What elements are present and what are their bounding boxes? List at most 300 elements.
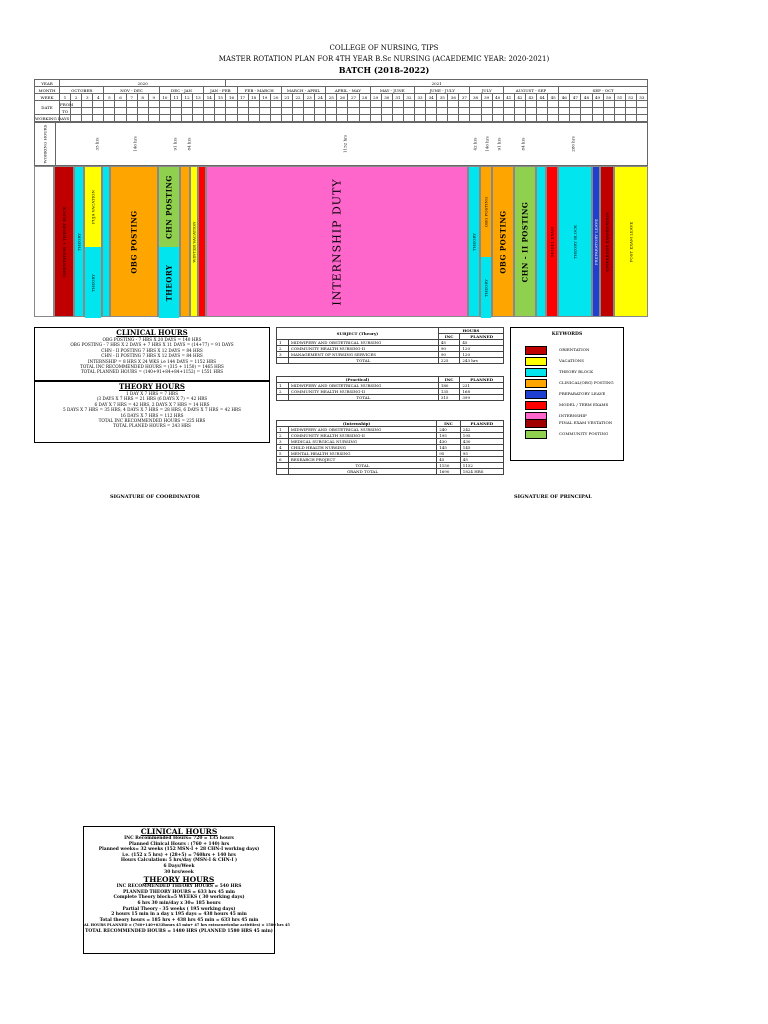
legend-label: PREPARATORY LEAVE — [559, 391, 606, 396]
row-inc: 45 — [438, 340, 460, 346]
summary-line: 30 hrs/week — [164, 869, 194, 875]
hours-mark-1: 35 hrs — [94, 137, 100, 151]
hours-mark-8: 91 hrs — [496, 137, 502, 151]
week-cell: 48 — [581, 94, 592, 101]
date-cell — [481, 108, 492, 115]
date-cell — [392, 115, 403, 122]
date-cell — [148, 115, 159, 122]
date-cell — [370, 108, 381, 115]
date-cell — [204, 108, 215, 115]
date-cell — [392, 108, 403, 115]
date-cell — [182, 108, 193, 115]
date-cell — [71, 108, 82, 115]
orientation-label: ORIENTATION + THEORY BLOCK — [61, 206, 67, 277]
legend-swatch — [525, 401, 547, 410]
date-cell — [403, 115, 414, 122]
date-cell — [126, 115, 137, 122]
exam-strip — [198, 166, 206, 317]
clinical-line: TOTAL INC RECOMMENDED HOURS = (315 + 1150) = 1465 HRS — [80, 364, 224, 370]
date-cell — [437, 115, 448, 122]
theory-line: 5 DAYS X 7 HRS = 35 HRS, 4 DAYS X 7 HRS = 28 HRS, 6 DAYS X 7 HRS = 42 HRS — [63, 407, 241, 413]
date-cell — [570, 101, 581, 108]
theory-block-4 — [468, 166, 480, 317]
clinical-hours-title: CLINICAL HOURS — [116, 328, 188, 337]
month-cell: NOV - DEC — [104, 87, 159, 94]
winter-vacation-block — [190, 166, 198, 317]
row-planned: 399 — [460, 395, 504, 401]
date-cell — [403, 108, 414, 115]
week-cell: 25 — [326, 94, 337, 101]
row-subject: GRAND TOTAL — [288, 469, 436, 475]
week-cell: 8 — [137, 94, 148, 101]
inc-header: INC — [438, 377, 460, 383]
row-inc: 95 — [437, 451, 461, 457]
row-subject: MENTAL HEALTH NURSING — [288, 451, 436, 457]
hours-mark-2: 140 hrs — [132, 136, 138, 152]
date-cell — [326, 108, 337, 115]
date-cell — [337, 108, 348, 115]
preparatory-leave-label: PREPARATORY LEAVE — [593, 218, 599, 265]
row-subject: COMMUNITY HEALTH NURSING-II — [288, 346, 438, 352]
week-cell: 21 — [281, 94, 292, 101]
theory-line: TOTAL INC RECOMMENDED HOURS = 225 HRS — [98, 418, 206, 424]
theory-label-2: THEORY — [90, 273, 96, 292]
date-cell — [259, 101, 270, 108]
hours-mark-7: 140 hrs — [484, 136, 490, 152]
date-cell — [237, 101, 248, 108]
row-planned: 45 — [460, 457, 503, 463]
date-cell — [503, 115, 514, 122]
date-cell — [448, 115, 459, 122]
date-cell — [392, 101, 403, 108]
week-cell: 13 — [193, 94, 204, 101]
week-cell: 37 — [459, 94, 470, 101]
date-cell — [514, 101, 525, 108]
date-cell — [559, 108, 570, 115]
obg-posting3-block — [492, 166, 514, 317]
date-cell — [437, 108, 448, 115]
clinical-line: CHN - II POSTING 7 HRS X 12 DAYS = 84 HRS — [101, 347, 203, 353]
date-cell — [559, 101, 570, 108]
date-cell — [315, 108, 326, 115]
date-cell — [204, 101, 215, 108]
date-cell — [82, 101, 93, 108]
date-cell — [348, 101, 359, 108]
row-subject: TOTAL — [288, 358, 438, 364]
row-index: 2 — [277, 433, 289, 439]
row-index: 1 — [277, 427, 289, 433]
legend-swatch — [525, 430, 547, 439]
legend-label: CLINICAL(OBG) POSTING — [559, 380, 614, 385]
week-cell: 6 — [115, 94, 126, 101]
theory-hours-title: THEORY HOURS — [119, 382, 185, 391]
date-cell — [415, 115, 426, 122]
theory-line: 1 DAY X 7 HRS = 7 HRS — [125, 391, 179, 396]
date-cell — [525, 108, 536, 115]
date-cell — [315, 101, 326, 108]
date-cell — [215, 115, 226, 122]
date-cell — [470, 101, 481, 108]
date-cell — [581, 108, 592, 115]
row-planned: 243 hrs — [460, 358, 504, 364]
date-cell — [426, 115, 437, 122]
date-cell — [281, 108, 292, 115]
row-planned: 95 — [460, 451, 503, 457]
week-cell: 40 — [492, 94, 503, 101]
date-cell — [470, 108, 481, 115]
row-inc: 1150 — [437, 463, 461, 469]
date-cell — [304, 101, 315, 108]
row-planned: 1152 — [460, 463, 503, 469]
month-cell: FEB - MARCH — [237, 87, 281, 94]
from-label: FROM — [60, 101, 74, 107]
date-cell — [426, 101, 437, 108]
week-cell: 4 — [93, 94, 104, 101]
summary-line: i.e. (152 x 5 hrs) + (28+5) = 760hrs + 140 hrs — [122, 852, 236, 858]
date-cell — [548, 115, 559, 122]
date-cell — [581, 101, 592, 108]
date-cell — [115, 101, 126, 108]
table-row — [277, 358, 504, 364]
date-cell — [170, 115, 181, 122]
week-cell: 10 — [159, 94, 170, 101]
week-label: WEEK — [35, 94, 60, 101]
month-cell: JAN - FEB — [204, 87, 237, 94]
week-cell: 43 — [525, 94, 536, 101]
row-index: 3 — [277, 352, 289, 358]
legend-swatch — [525, 390, 547, 399]
row-subject: MANAGEMENT OF NURSING SERVICES — [288, 352, 438, 358]
table-row — [277, 395, 504, 401]
date-cell — [237, 115, 248, 122]
week-cell: 49 — [592, 94, 603, 101]
date-cell — [492, 115, 503, 122]
date-cell — [259, 115, 270, 122]
date-cell — [570, 115, 581, 122]
date-to-row — [35, 108, 648, 115]
row-index — [277, 395, 289, 401]
date-cell — [625, 101, 636, 108]
date-cell — [370, 101, 381, 108]
date-cell — [115, 115, 126, 122]
week-cell: 9 — [148, 94, 159, 101]
theory-block-5 — [481, 257, 491, 318]
to-label: TO — [60, 108, 71, 115]
date-cell — [182, 115, 193, 122]
theory-line: TOTAL PLANED HOURS = 243 HRS — [113, 423, 191, 429]
date-cell — [470, 115, 481, 122]
coordinator-signature: SIGNATURE OF COORDINATOR — [110, 494, 200, 500]
row-inc: 180 — [438, 383, 460, 389]
hours-header: HOURS — [438, 328, 503, 334]
legend-label: COMMUNITY POSTING — [559, 431, 609, 436]
week-cell: 17 — [237, 94, 248, 101]
planned-header: PLANNED — [460, 377, 504, 383]
internship-block — [206, 166, 468, 317]
practical-header: (Practical) — [277, 377, 439, 383]
legend-swatch — [525, 346, 547, 355]
obg-posting2-block — [481, 167, 491, 257]
summary-line: Planned weeks= 32 weeks (152 MSN-I + 28 CHN-I working days) — [98, 847, 260, 853]
date-cell — [603, 101, 614, 108]
legend-label: MODEL / TERM EXAMS — [559, 402, 609, 407]
row-index — [277, 469, 289, 475]
week-cell: 33 — [415, 94, 426, 101]
date-cell — [603, 115, 614, 122]
summary-line: Partial Theory - 35 weeks ( 195 working days) — [122, 906, 236, 912]
row-planned: 231 — [460, 383, 504, 389]
date-cell — [93, 101, 104, 108]
theory-block-1 — [74, 166, 84, 317]
summary-line: 6 Days/Week — [163, 863, 195, 869]
date-cell — [204, 115, 215, 122]
week-cell: 29 — [370, 94, 381, 101]
obg-posting-block — [110, 166, 158, 317]
week-cell: 20 — [270, 94, 281, 101]
date-cell — [592, 108, 603, 115]
week-cell: 3 — [82, 94, 93, 101]
batch-title: BATCH (2018-2022) — [338, 65, 430, 75]
chn2-posting-block — [514, 166, 536, 317]
week-cell: 31 — [392, 94, 403, 101]
puja-vacation-column — [84, 166, 102, 317]
legend-label: INTERNSHIP — [559, 413, 587, 418]
date-cell — [292, 101, 303, 108]
puja-vacation-block — [85, 167, 101, 247]
row-index: 2 — [277, 346, 289, 352]
theory-label-1: THEORY — [76, 232, 82, 251]
week-cell: 51 — [614, 94, 625, 101]
date-cell — [625, 108, 636, 115]
date-cell — [215, 108, 226, 115]
row-subject: MIDWIFERY AND OBSTETRICAL NURSING — [288, 340, 438, 346]
legend-label: THEORY BLOCK — [559, 369, 594, 374]
week-cell: 19 — [259, 94, 270, 101]
legend-label: FINAL EXAM VESTATION — [559, 420, 613, 425]
hours-mark-3: 91 hrs — [172, 137, 178, 151]
month-label: MONTH — [35, 87, 60, 94]
date-cell — [104, 108, 115, 115]
month-cell: APRIL - MAY — [326, 87, 370, 94]
week-cell: 16 — [226, 94, 237, 101]
row-inc: 225 — [438, 358, 460, 364]
date-cell — [459, 115, 470, 122]
date-cell — [159, 108, 170, 115]
date-cell — [459, 108, 470, 115]
row-planned: 45 — [460, 340, 504, 346]
row-index: 6 — [277, 457, 289, 463]
date-cell — [525, 115, 536, 122]
week-cell: 44 — [537, 94, 548, 101]
chn-posting-label: CHN POSTING — [164, 175, 174, 239]
internship-table — [276, 420, 504, 475]
week-cell: 45 — [548, 94, 559, 101]
week-cell: 14 — [204, 94, 215, 101]
date-cell — [93, 108, 104, 115]
theory-hours-box — [34, 381, 270, 443]
date-cell — [281, 101, 292, 108]
date-cell — [537, 108, 548, 115]
month-cell: JULY — [470, 87, 503, 94]
row-subject: TOTAL — [288, 395, 438, 401]
row-subject: RESEARCH PROJECT — [288, 457, 436, 463]
row-inc: 315 — [438, 395, 460, 401]
week-cell: 23 — [304, 94, 315, 101]
date-cell — [348, 115, 359, 122]
week-cell: 36 — [448, 94, 459, 101]
internship-header: (Internship) — [277, 421, 437, 427]
date-cell — [237, 108, 248, 115]
row-index: 1 — [277, 340, 289, 346]
theory-table-header: SUBJECT (Theory) — [277, 328, 439, 340]
date-cell — [492, 101, 503, 108]
date-cell — [82, 108, 93, 115]
date-cell — [636, 115, 647, 122]
date-cell — [503, 101, 514, 108]
week-cell: 39 — [481, 94, 492, 101]
date-cell — [137, 115, 148, 122]
orientation-block — [54, 166, 74, 317]
row-subject: TOTAL — [288, 463, 436, 469]
rotation-grid — [34, 79, 648, 122]
winter-vacation-label: WINTER VACATION — [191, 220, 197, 263]
date-cell — [93, 115, 104, 122]
obg2-column — [480, 166, 492, 317]
date-cell — [537, 101, 548, 108]
week-cell: 41 — [503, 94, 514, 101]
working-days-row — [35, 115, 648, 122]
date-cell — [259, 108, 270, 115]
row-planned: 145 — [460, 445, 503, 451]
date-cell — [381, 108, 392, 115]
row-inc: 90 — [438, 352, 460, 358]
clinical-line: INTERNSHIP = 8 HRS X 24 WKS i.e 144 DAYS = 1152 HRS — [87, 358, 217, 364]
summary-clinical-title: CLINICAL HOURS — [140, 827, 218, 836]
date-cell — [625, 115, 636, 122]
date-cell — [481, 115, 492, 122]
week-cell: 1 — [60, 94, 71, 101]
row-subject: COMMUNITY HEALTH NURSING-II — [288, 389, 438, 395]
date-cell — [370, 115, 381, 122]
legend-label: ORIENTATION — [559, 347, 590, 352]
hours-summary-box — [83, 826, 290, 954]
row-planned: 195 — [460, 433, 503, 439]
date-cell — [603, 108, 614, 115]
table-row — [277, 469, 504, 475]
clinical-hours-box — [34, 327, 270, 381]
legend-swatch — [525, 368, 547, 377]
theory-line: 16 DAYS X 7 HRS = 112 HRS — [120, 412, 184, 418]
date-cell — [492, 108, 503, 115]
date-cell — [570, 108, 581, 115]
hours-mark-10: 280 hrs — [570, 136, 576, 152]
date-cell — [248, 101, 259, 108]
rotation-label-cell — [34, 166, 54, 317]
summary-line: TOTAL RECOMMENDED HOURS = 1480 HRS (PLANNED 1580 HRS 45 min) — [85, 928, 273, 934]
month-cell: MARCH - APRIL — [281, 87, 325, 94]
hours-mark-6: 42 hrs — [472, 137, 478, 151]
clinical-line: OBG POSTING - 7 HRS X 20 DAYS = 140 HRS — [102, 337, 202, 342]
week-cell: 15 — [215, 94, 226, 101]
summary-line: INC Recommended Hours= 720 = 135 hours — [124, 836, 234, 841]
week-cell: 5 — [104, 94, 115, 101]
summary-line: 6 hrs 30 min/day x 30= 185 hours — [137, 900, 221, 906]
date-cell — [304, 108, 315, 115]
date-cell — [304, 115, 315, 122]
date-cell — [403, 101, 414, 108]
week-cell: 46 — [559, 94, 570, 101]
row-index: 4 — [277, 445, 289, 451]
summary-line: Complete Theory block=5 WEEKS ( 30 working days) — [113, 895, 245, 901]
date-cell — [193, 108, 204, 115]
keywords-title: KEYWORDS — [551, 332, 583, 337]
date-cell — [104, 115, 115, 122]
date-cell — [581, 115, 592, 122]
post-exam-leave-label: POST EXAM LEAVE — [628, 221, 634, 262]
date-cell — [193, 101, 204, 108]
college-name: COLLEGE OF NURSING, TIPS — [329, 44, 439, 52]
theory-block-label: THEORY BLOCK — [572, 224, 578, 259]
date-cell — [525, 101, 536, 108]
month-row — [35, 87, 648, 94]
row-inc: 45 — [437, 457, 461, 463]
row-planned: 1824 HRS — [460, 469, 503, 475]
date-cell — [270, 115, 281, 122]
date-cell — [193, 115, 204, 122]
year-2021: 2021 — [226, 80, 648, 87]
date-cell — [115, 108, 126, 115]
date-cell — [537, 115, 548, 122]
date-cell — [548, 101, 559, 108]
hours-mark-5: 1152 hrs — [342, 135, 348, 153]
date-cell — [215, 101, 226, 108]
date-cell — [503, 108, 514, 115]
obg-posting-label: OBG POSTING — [129, 209, 139, 274]
date-cell — [270, 101, 281, 108]
week-cell: 18 — [248, 94, 259, 101]
summary-line: AL HOURS PLANNED = (760+140+633hours 45 min+ 47 hrs extracurricular activities) = 1580 hrs 45 — [84, 923, 290, 928]
date-cell — [170, 108, 181, 115]
theory-strip — [102, 166, 110, 317]
row-index: 2 — [277, 389, 289, 395]
month-cell: SEP - OCT — [559, 87, 648, 94]
date-cell — [381, 115, 392, 122]
date-cell — [548, 108, 559, 115]
date-cell — [148, 108, 159, 115]
date-cell — [359, 101, 370, 108]
year-row — [35, 80, 648, 87]
principal-signature: SIGNATURE OF PRINCIPAL — [514, 494, 592, 500]
week-cell: 12 — [182, 94, 193, 101]
date-cell — [415, 108, 426, 115]
date-cell — [326, 115, 337, 122]
year-2020: 2020 — [60, 80, 226, 87]
date-cell — [148, 101, 159, 108]
model-exam-label: MODEL EXAM — [549, 226, 555, 257]
date-label: DATE — [35, 101, 60, 115]
week-cell: 11 — [170, 94, 181, 101]
row-index: 5 — [277, 451, 289, 457]
date-cell — [226, 101, 237, 108]
date-cell — [292, 115, 303, 122]
date-cell — [270, 108, 281, 115]
week-cell: 38 — [470, 94, 481, 101]
row-inc: 1690 — [437, 469, 461, 475]
date-cell — [448, 101, 459, 108]
working-days-label: WORKING DAYS — [35, 115, 70, 121]
row-subject: CHILD HEALTH NURSING — [288, 445, 436, 451]
theory-block-6 — [558, 166, 592, 317]
